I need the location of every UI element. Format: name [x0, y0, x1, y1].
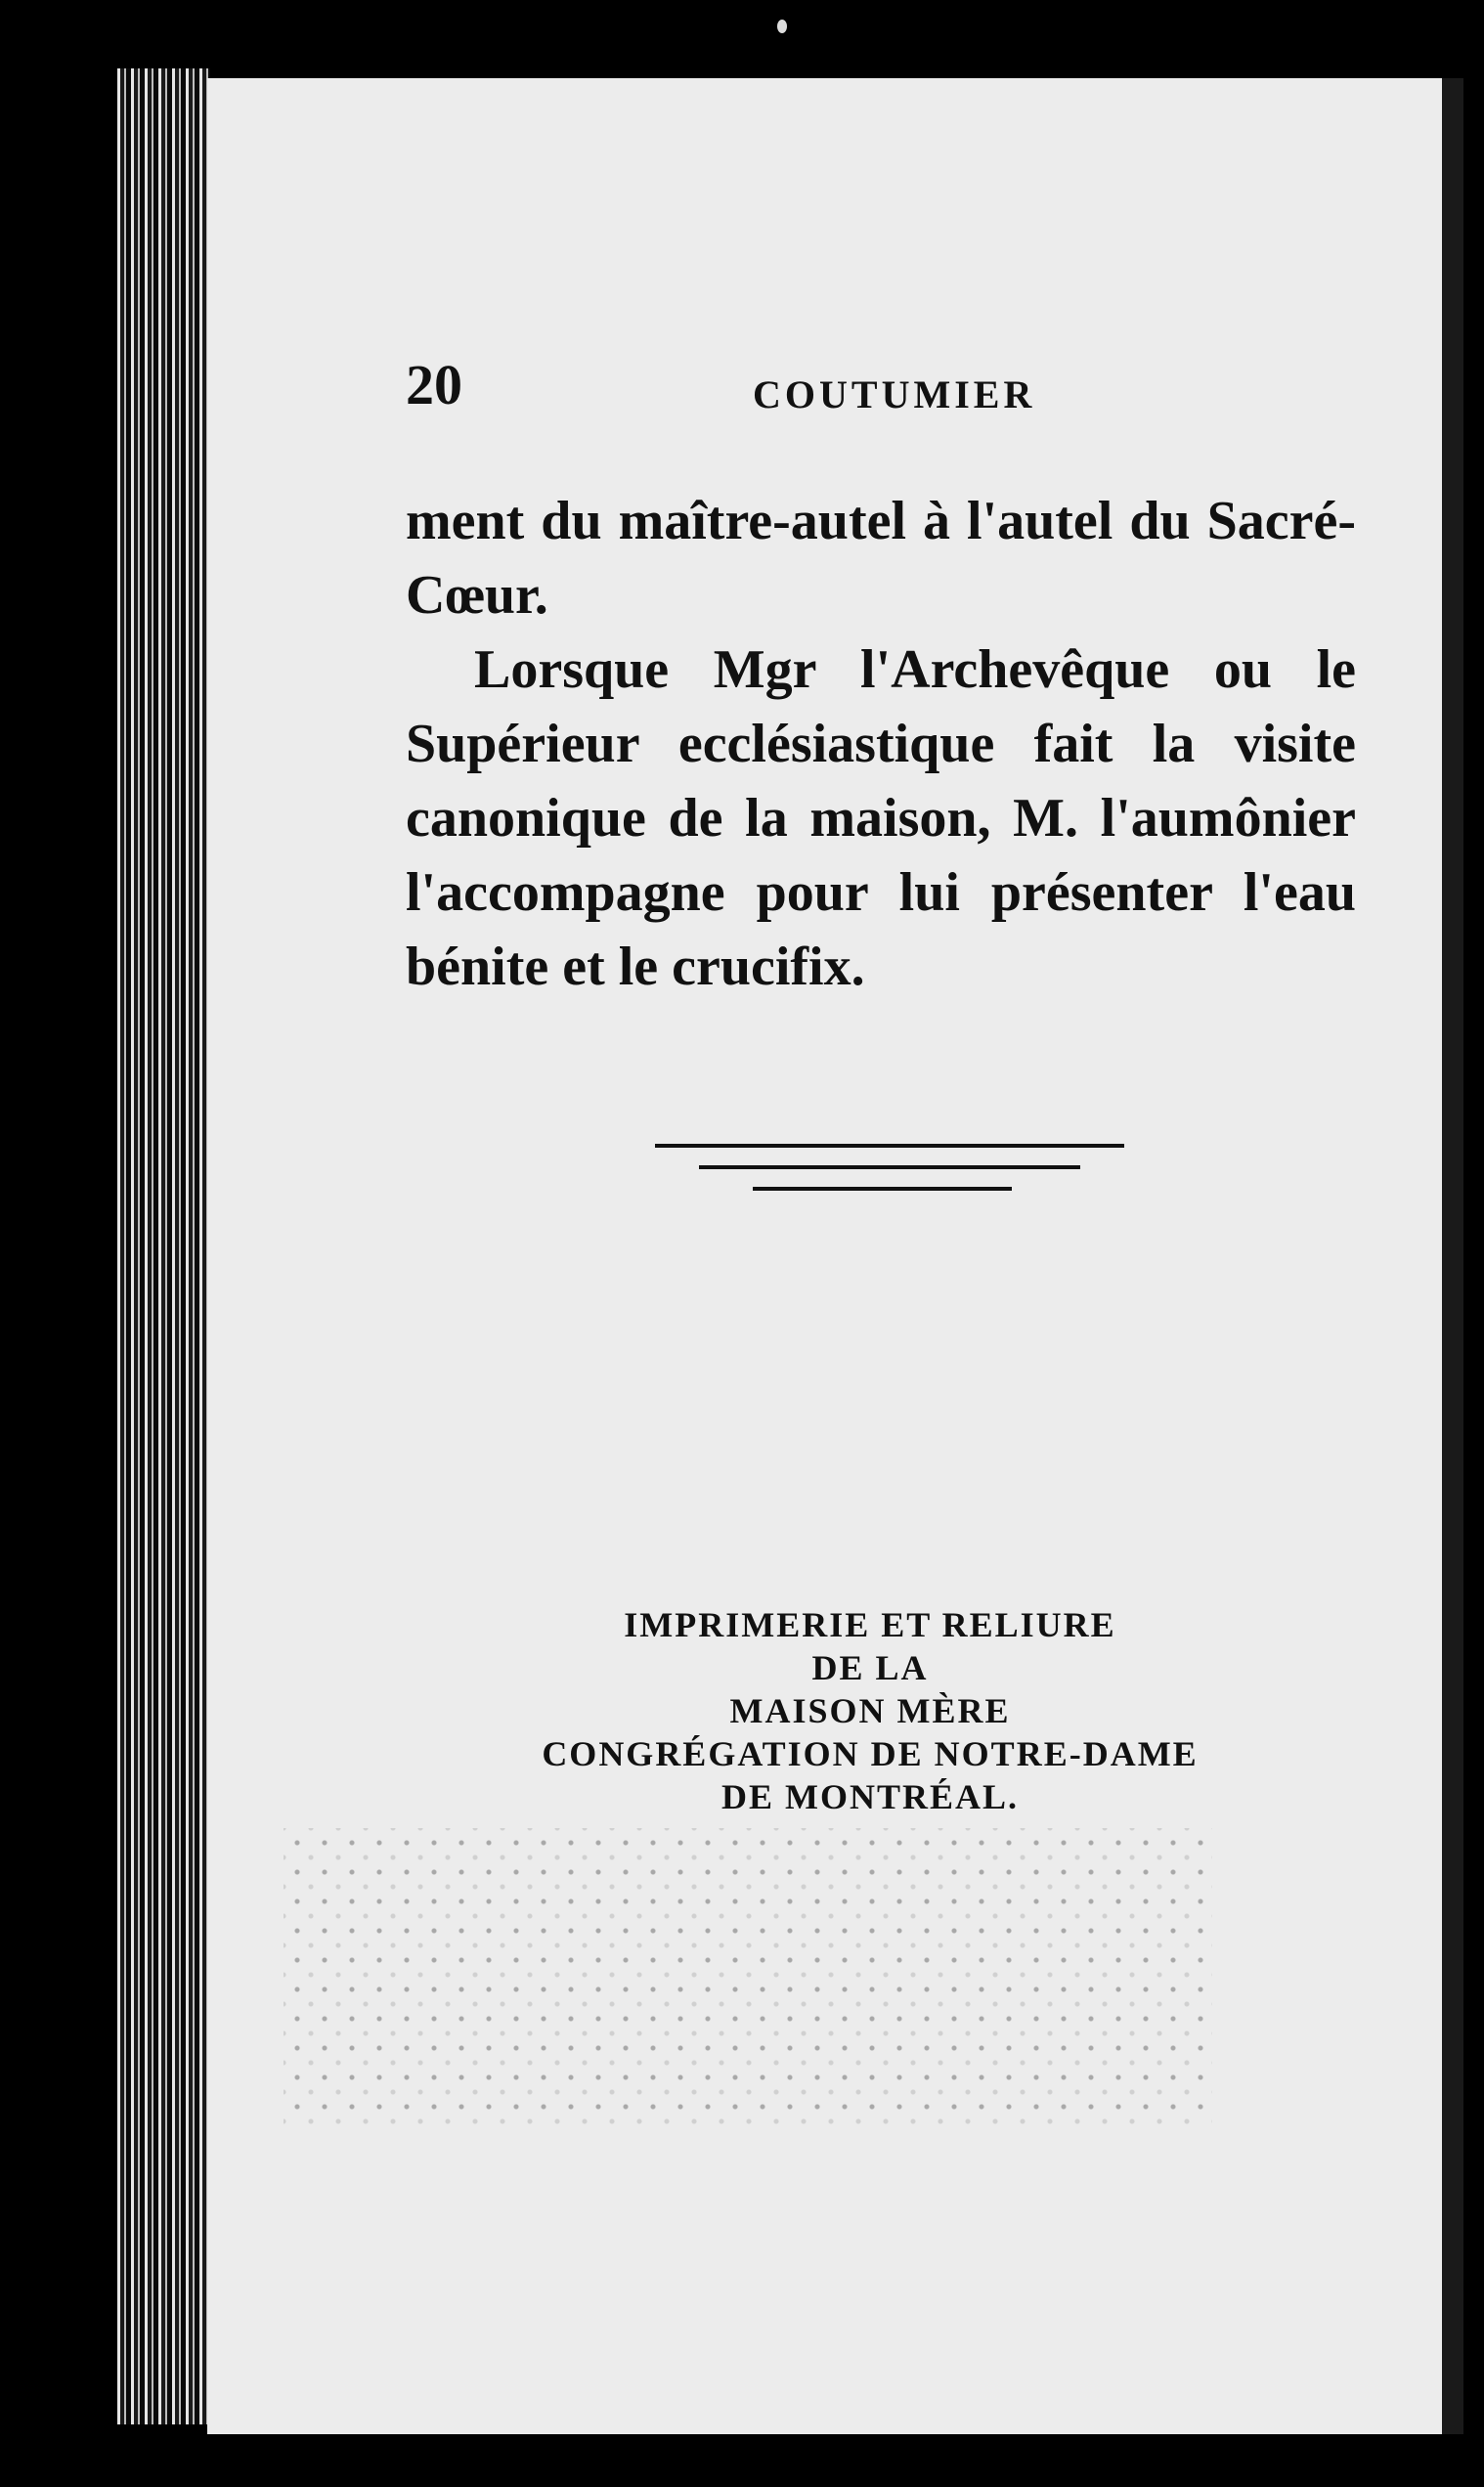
- imprint-line-2: DE LA: [811, 1648, 929, 1687]
- printer-imprint: [430, 1603, 1310, 1818]
- decorative-rule: [655, 1144, 1124, 1202]
- rule-line-1: [655, 1144, 1124, 1148]
- running-head: COUTUMIER: [753, 372, 1036, 416]
- imprint-line-5: DE MONTRÉAL.: [720, 1777, 1020, 1816]
- page-header: [406, 352, 1357, 420]
- imprint-line-4: CONGRÉGATION DE NOTRE-DAME: [542, 1734, 1199, 1773]
- bleed-through-marks: [284, 1828, 1212, 2131]
- page-number: 20: [406, 353, 462, 416]
- scan-artifact: [777, 20, 787, 33]
- rule-line-3: [753, 1187, 1012, 1191]
- rule-line-2: [699, 1165, 1080, 1169]
- imprint-line-3: MAISON MÈRE: [729, 1691, 1011, 1730]
- book-spine: [117, 68, 210, 2424]
- body-text: [406, 484, 1356, 1004]
- paragraph-1: ment du maître-autel à l'autel du Sacré-Cœur.: [406, 491, 1356, 626]
- paragraph-2: Lorsque Mgr l'Archevêque ou le Supérieur ecclésiastique fait la visite canonique de la maison, M. l'aumônier l'accompagne pour lui présenter l'eau bénite et le crucifix.: [406, 639, 1356, 997]
- imprint-line-1: IMPRIMERIE ET RELIURE: [624, 1605, 1116, 1644]
